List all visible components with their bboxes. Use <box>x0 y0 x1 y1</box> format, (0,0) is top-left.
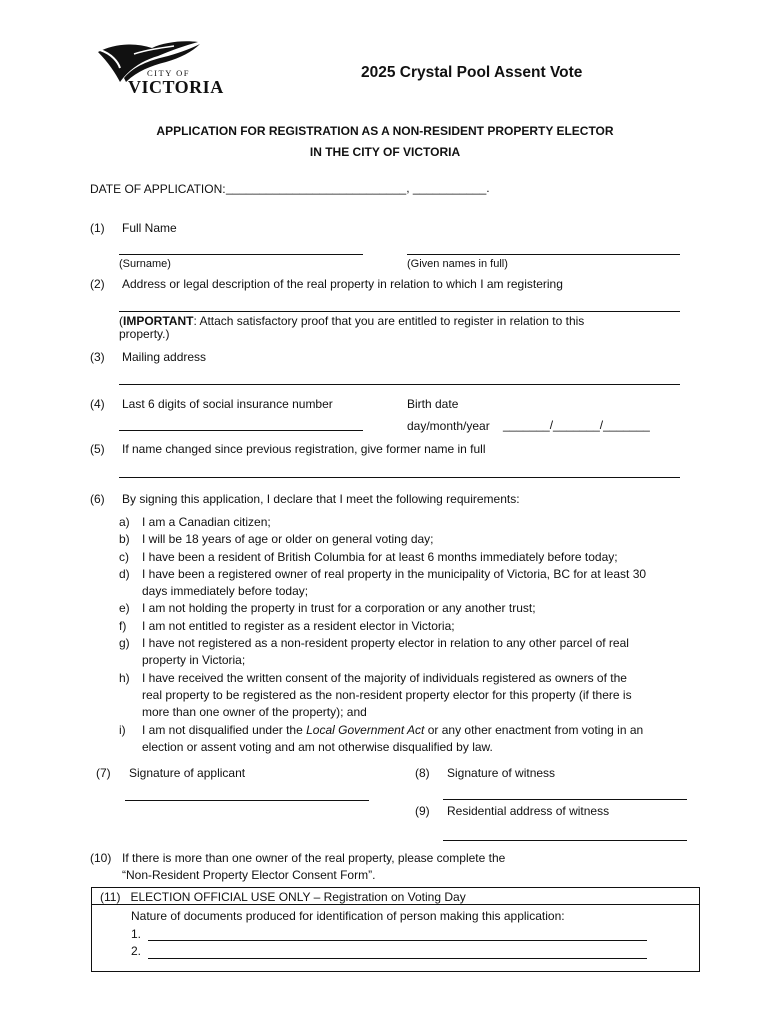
req-g-key: g) <box>119 636 130 650</box>
item-10-number: (10) <box>90 851 112 865</box>
item-5-number: (5) <box>90 442 105 456</box>
item-3-number: (3) <box>90 350 105 364</box>
important-open: ( <box>119 314 123 328</box>
important-note-line2: property.) <box>119 327 170 341</box>
full-name-label: Full Name <box>122 221 177 235</box>
consent-form-note: If there is more than one owner of the real property, please complete the <box>122 851 506 865</box>
req-c-text: I have been a resident of British Columbia for at least 6 months immediately before today; <box>142 550 618 564</box>
req-g-text: I have not registered as a non-resident property elector in relation to any other parcel of real <box>142 636 629 650</box>
req-h-text-cont2: more than one owner of the property); and <box>142 705 367 719</box>
date-label: DATE OF APPLICATION: <box>90 182 226 196</box>
property-address-label: Address or legal description of the real property in relation to which I am registering <box>122 277 563 291</box>
req-i-em: Local Government Act <box>306 723 425 737</box>
req-d-text: I have been a registered owner of real property in the municipality of Victoria, BC for at least 30 <box>142 567 647 581</box>
witness-signature-field[interactable] <box>443 799 687 800</box>
req-h-text-cont: real property to be registered as the non-resident property elector for this property (if there is <box>142 688 632 702</box>
important-rest: : Attach satisfactory proof that you are entitled to register in relation to this <box>193 314 585 328</box>
item-2-number: (2) <box>90 277 105 291</box>
witness-address-field[interactable] <box>443 840 687 841</box>
official-use-header: (11) ELECTION OFFICIAL USE ONLY – Registration on Voting Day <box>100 890 466 904</box>
logo-text-victoria: VICTORIA <box>128 77 224 97</box>
item-8-number: (8) <box>415 766 430 780</box>
witness-address-label: Residential address of witness <box>447 804 610 818</box>
sin-label: Last 6 digits of social insurance number <box>122 397 333 411</box>
form-heading-line1: APPLICATION FOR REGISTRATION AS A NON-RESIDENT PROPERTY ELECTOR <box>156 124 614 138</box>
property-address-field[interactable] <box>119 311 680 312</box>
item-9-number: (9) <box>415 804 430 818</box>
document-2-number: 2. <box>131 944 142 958</box>
mailing-address-label: Mailing address <box>122 350 207 364</box>
req-b-text: I will be 18 years of age or older on general voting day; <box>142 532 434 546</box>
given-names-field[interactable] <box>407 254 680 255</box>
birth-date-label: Birth date <box>407 397 459 411</box>
former-name-label: If name changed since previous registration, give former name in full <box>122 442 486 456</box>
applicant-signature-label: Signature of applicant <box>129 766 246 780</box>
req-i-key: i) <box>119 723 126 737</box>
consent-form-note-cont: “Non-Resident Property Elector Consent Form”. <box>122 868 376 882</box>
req-g-text-cont: property in Victoria; <box>142 653 246 667</box>
document-1-number: 1. <box>131 927 142 941</box>
important-bold: IMPORTANT <box>123 314 194 328</box>
official-use-divider <box>91 904 699 905</box>
item-4-number: (4) <box>90 397 105 411</box>
req-d-text-cont: days immediately before today; <box>142 584 309 598</box>
req-a-key: a) <box>119 515 130 529</box>
document-2-field[interactable] <box>148 958 647 959</box>
given-names-caption: (Given names in full) <box>407 258 508 270</box>
req-i-pre: I am not disqualified under the <box>142 723 307 737</box>
mailing-address-field[interactable] <box>119 384 680 385</box>
req-i-text-cont: election or assent voting and am not otherwise disqualified by law. <box>142 740 493 754</box>
req-h-text: I have received the written consent of the majority of individuals registered as owners of the <box>142 671 627 685</box>
important-note-line1 <box>119 314 584 328</box>
req-i-post: or any other enactment from voting in an <box>424 723 644 737</box>
req-e-key: e) <box>119 601 130 615</box>
applicant-signature-field[interactable] <box>125 800 369 801</box>
req-d-key: d) <box>119 567 130 581</box>
sin-field[interactable] <box>119 430 363 431</box>
date-field[interactable]: ___________________________, ___________. <box>226 181 490 195</box>
logo-text-city-of: CITY OF <box>147 68 191 78</box>
req-b-key: b) <box>119 532 130 546</box>
dmy-label: day/month/year <box>407 419 490 433</box>
witness-signature-label: Signature of witness <box>447 766 556 780</box>
former-name-field[interactable] <box>119 477 680 478</box>
page-title: 2025 Crystal Pool Assent Vote <box>361 64 583 81</box>
item-6-number: (6) <box>90 492 105 506</box>
req-a-text: I am a Canadian citizen; <box>142 515 271 529</box>
surname-caption: (Surname) <box>119 258 171 270</box>
documents-label: Nature of documents produced for identification of person making this application: <box>131 909 565 923</box>
req-c-key: c) <box>119 550 129 564</box>
form-heading-line2: IN THE CITY OF VICTORIA <box>309 145 461 159</box>
req-h-key: h) <box>119 671 130 685</box>
req-f-key: f) <box>119 619 127 633</box>
item-1-number: (1) <box>90 221 105 235</box>
item-7-number: (7) <box>96 766 111 780</box>
req-e-text: I am not holding the property in trust for a corporation or any another trust; <box>142 601 536 615</box>
birth-date-field[interactable]: _______/_______/_______ <box>503 418 650 432</box>
req-f-text: I am not entitled to register as a resident elector in Victoria; <box>142 619 455 633</box>
surname-field[interactable] <box>119 254 363 255</box>
declaration-label: By signing this application, I declare that I meet the following requirements: <box>122 492 520 506</box>
document-1-field[interactable] <box>148 940 647 941</box>
req-i-text <box>142 723 643 737</box>
